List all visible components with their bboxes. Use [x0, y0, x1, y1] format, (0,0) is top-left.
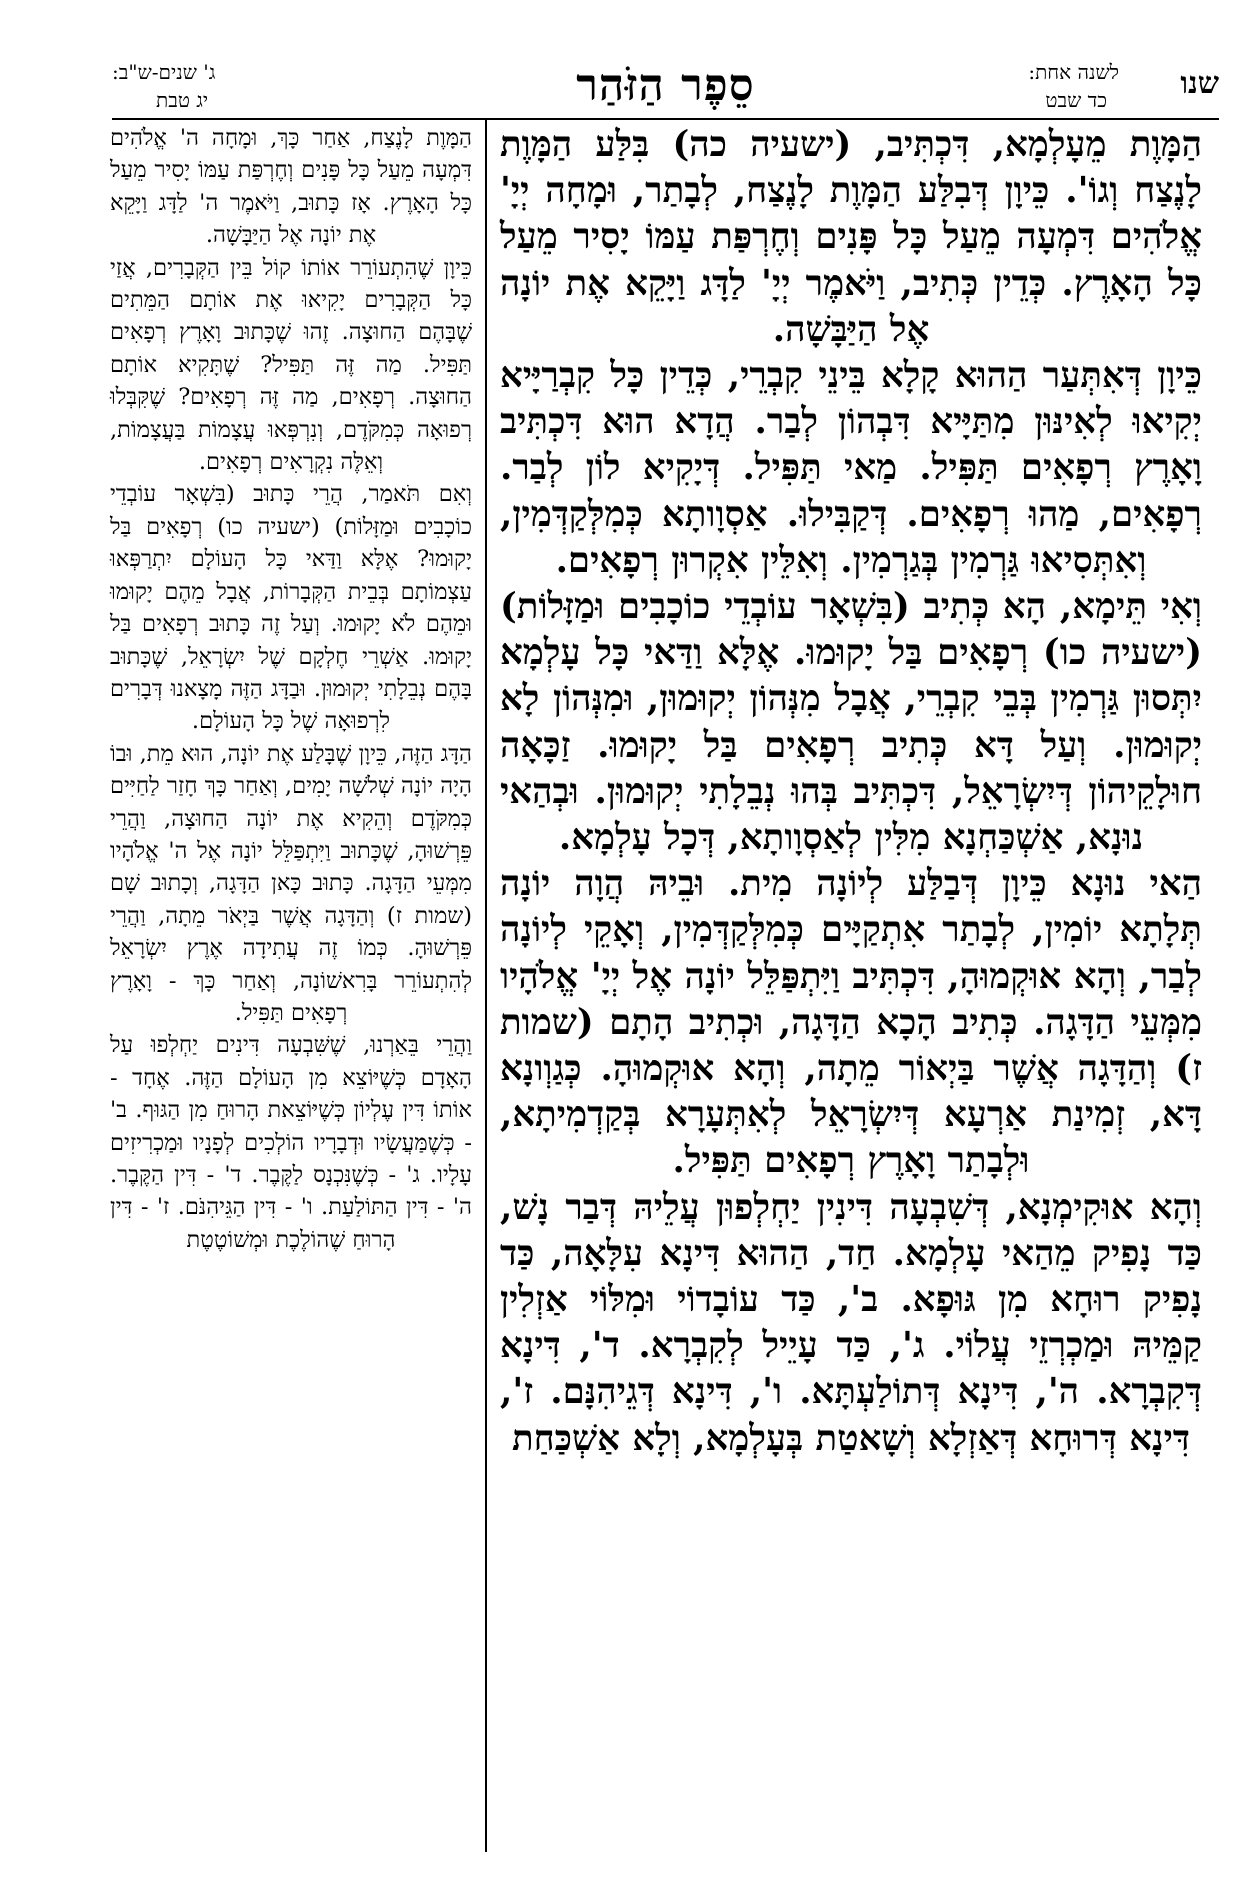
main-paragraph-4: הַאי נוּנָא כֵּיוָן דְּבַלַּע לְיוֹנָה מִית. וּבֵיהּ הֲוָה יוֹנָה תְּלָתָא יוֹמִין, לְבָתַר אִתְקַיָּים כְּמִלְּקַדְּמִין, וְאָקֵי לְיוֹנָה לְבַר, וְהָא אוּקְמוּהָ, דִּכְתִּיב וַיִּתְפַּלֵּל יוֹנָה אֶל יְיָ' אֱלֹהָיו מִמְּעֵי הַדָּגָה. כְּתִיב הָכָא הַדָּגָה, וּכְתִיב הָתָם (שמות ז) וְהַדָּגָה אֲשֶׁר בַּיְאוֹר מֵתָה, וְהָא אוּקְמוּהָ. כְּגַוְונָא דָּא, זְמִינַת אַרְעָא דְּיִשְׂרָאֵל לְאִתְּעָרָא בְּקַדְמִיתָא, וּלְבָתַר וָאָרֶץ רְפָאִים תַּפִּיל.	[500, 863, 1202, 1182]
commentary-paragraph-5: וַהֲרֵי בֵּאַרְנוּ, שֶׁשִּׁבְעָה דִּינִים יַחְלְפוּ עַל הָאָדָם כְּשֶׁיּוֹצֵא מִן הָעוֹלָם הַזֶּה. אֶחָד - אוֹתוֹ דִּין עֶלְיוֹן כְּשֶׁיּוֹצֵאת הָרוּחַ מִן הַגּוּף. ב' - כְּשֶׁמַּעֲשָׂיו וּדְבָרָיו הוֹלְכִים לְפָנָיו וּמַכְרִיזִים עָלָיו. ג' - כְּשֶׁנִּכְנָס לַקֶּבֶר. ד' - דִּין הַקֶּבֶר. ה' - דִּין הַתּוֹלַעַת. ו' - דִּין הַגֵּיהִנֹּם. ז' - דִּין הָרוּחַ שֶׁהוֹלֶכֶת וּמְשׁוֹטֶטֶת	[110, 1032, 472, 1253]
header-schedule-line1: לשנה אחת:	[1028, 60, 1119, 84]
header-corner-word: שנו	[1180, 66, 1219, 101]
header-divider	[112, 118, 1219, 120]
main-paragraph-3: וְאִי תֵּימָא, הָא כְּתִיב (בִּשְׁאָר עוֹבְדֵי כוֹכָבִים וּמַזָּלוֹת) (ישעיה כו) רְפָאִים בַּל יָקוּמוּ. אֶלָּא וַדַּאי כָּל עָלְמָא יִתְּסוּן גַּרְמִין בְּבֵי קִבְרֵי, אֲבָל מִנְּהוֹן יְקוּמוּן, וּמִנְּהוֹן לָא יְקוּמוּן. וְעַל דָּא כְּתִיב רְפָאִים בַּל יָקוּמוּ. זַכָּאָה חוּלָקֵיהוֹן דְּיִשְׂרָאֵל, דִּכְתִּיב בְּהוּ נְבֵלָתִי יְקוּמוּן. וּבְהַאי נוּנָא, אַשְׁכַּחְנָא מִלִּין לְאַסְוָותָא, דְּכָל עָלְמָא.	[500, 586, 1202, 859]
commentary-paragraph-1: הַמָּוֶת לָנֶצַח, אַחַר כָּךְ, וּמָחָה ה' אֱלֹהִים דִּמְעָה מֵעַל כָּל פָּנִים וְחֶרְפַּת עַמּוֹ יָסִיר מֵעַל כָּל הָאָרֶץ. אָז כָּתוּב, וַיֹּאמֶר ה' לַדָּג וַיָּקֵא אֶת יוֹנָה אֶל הַיַּבָּשָׁה.	[110, 125, 472, 249]
main-paragraph-2: כֵּיוָן דְּאִתְּעַר הַהוּא קָלָא בֵּינֵי קִבְרֵי, כְּדֵין כָּל קִבְרַיָּיא יְקִיאוּ לְאִינּוּן מִתַּיָּיא דִּבְהוֹן לְבַר. הֲדָא הוּא דִּכְתִּיב וָאָרֶץ רְפָאִים תַּפִּיל. מַאי תַּפִּיל. דְּיָקִיא לוֹן לְבַר. רְפָאִים, מַהוּ רְפָאִים. דְּקַבִּילוּ. אַסְוָותָא כְּמִלְּקַדְּמִין, וְאִתְּסִיאוּ גַּרְמִין בְּגַרְמִין. וְאִלֵּין אִקְרוּן רְפָאִים.	[500, 355, 1202, 581]
column-divider	[485, 120, 487, 1852]
header-schedule-line2: כד שבט	[1045, 88, 1107, 112]
main-paragraph-1: הַמָּוֶת מֵעָלְמָא, דִּכְתִּיב, (ישעיה כה) בִּלַּע הַמָּוֶת לָנֶצַח וְגוֹ'. כֵּיוָן דְּבִלַּע הַמָּוֶת לָנֶצַח, לְבָתַר, וּמָחָה יְיָ' אֱלֹהִים דִּמְעָה מֵעַל כָּל פָּנִים וְחֶרְפַּת עַמּוֹ יָסִיר מֵעַל כָּל הָאָרֶץ. כְּדֵין כְּתִיב, וַיֹּאמֶר יְיָ' לַדָּג וַיָּקֵא אֶת יוֹנָה אֶל הַיַּבָּשָׁה.	[500, 124, 1202, 350]
page-header	[112, 58, 1219, 118]
commentary-column	[110, 122, 472, 1256]
header-schedule-left-line2: יג טבת	[156, 88, 209, 112]
commentary-paragraph-2: כֵּיוָן שֶׁהִתְעוֹרֵר אוֹתוֹ קוֹל בֵּין הַקְּבָרִים, אֲזַי כָּל הַקְּבָרִים יָקִיאוּ אֶת אוֹתָם הַמֵּתִים שֶׁבָּהֶם הַחוּצָה. זֶהוּ שֶׁכָּתוּב וָאָרֶץ רְפָאִים תַּפִּיל. מַה זֶּה תַּפִּיל? שֶׁתָּקִיא אוֹתָם הַחוּצָה. רְפָאִים, מַה זֶּה רְפָאִים? שֶׁקִּבְּלוּ רְפוּאָה כְּמִקֹּדֶם, וְנִרְפְּאוּ עֲצָמוֹת בַּעֲצָמוֹת, וְאֵלֶּה נִקְרָאִים רְפָאִים.	[110, 254, 472, 476]
commentary-paragraph-3: וְאִם תֹּאמַר, הֲרֵי כָּתוּב (בִּשְׁאָר עוֹבְדֵי כוֹכָבִים וּמַזָּלוֹת) (ישעיה כו) רְפָאִים בַּל יָקוּמוּ? אֶלָּא וַדַּאי כָּל הָעוֹלָם יִתְרַפְּאוּ עַצְמוֹתָם בְּבֵית הַקְּבָרוֹת, אֲבָל מֵהֶם יָקוּמוּ וּמֵהֶם לֹא יָקוּמוּ. וְעַל זֶה כָּתוּב רְפָאִים בַּל יָקוּמוּ. אַשְׁרֵי חֶלְקָם שֶׁל יִשְׂרָאֵל, שֶׁכָּתוּב בָּהֶם נְבֵלָתִי יְקוּמוּן. וּבַדָּג הַזֶּה מָצָאנוּ דְּבָרִים לִרְפוּאָה שֶׁל כָּל הָעוֹלָם.	[110, 481, 472, 735]
main-paragraph-5: וְהָא אוּקִימְנָא, דְּשִׁבְעָה דִּינִין יַחְלְפוּן עֲלֵיהּ דְּבַר נָשׁ, כַּד נָפִיק מֵהַאי עָלְמָא. חַד, הַהוּא דִּינָא עִלָּאָה, כַּד נָפִיק רוּחָא מִן גּוּפָא. ב', כַּד עוֹבָדוֹי וּמִלּוֹי אַזְלִין קַמֵּיהּ וּמַכְרְזֵי עֲלוֹי. ג', כַּד עָיֵיל לְקִבְרָא. ד', דִּינָא דְּקִבְרָא. ה', דִּינָא דְּתוֹלַעְתָּא. ו', דִּינָא דְּגֵיהִנָּם. ז', דִּינָא דְּרוּחָא דְּאַזְלָא וְשָׁאטַת בְּעָלְמָא, וְלָא אַשְׁכַּחַת	[500, 1186, 1202, 1459]
page-title: סֵפֶר הַזֹּהַר	[576, 60, 755, 111]
main-text-column	[500, 122, 1202, 1462]
header-schedule-left-line1: ג' שנים-ש"ב:	[112, 60, 216, 84]
commentary-paragraph-4: הַדָּג הַזֶּה, כֵּיוָן שֶׁבָּלַע אֶת יוֹנָה, הוּא מֵת, וּבוֹ הָיָה יוֹנָה שְׁלֹשָׁה יָמִים, וְאַחַר כָּךְ חָזַר לַחַיִּים כְּמִקֹּדֶם וְהֵקִיא אֶת יוֹנָה הַחוּצָה, וַהֲרֵי פֵּרְשׁוּהָ, שֶׁכָּתוּב וַיִּתְפַּלֵּל יוֹנָה אֶל ה' אֱלֹהָיו מִמְּעֵי הַדָּגָה. כָּתוּב כָּאן הַדָּגָה, וְכָתוּב שָׁם (שמות ז) וְהַדָּגָה אֲשֶׁר בַּיְאֹר מֵתָה, וַהֲרֵי פֵּרְשׁוּהָ. כְּמוֹ זֶה עֲתִידָה אֶרֶץ יִשְׂרָאֵל לְהִתְעוֹרֵר בָּרִאשׁוֹנָה, וְאַחַר כָּךְ - וָאָרֶץ רְפָאִים תַּפִּיל.	[110, 740, 472, 1026]
